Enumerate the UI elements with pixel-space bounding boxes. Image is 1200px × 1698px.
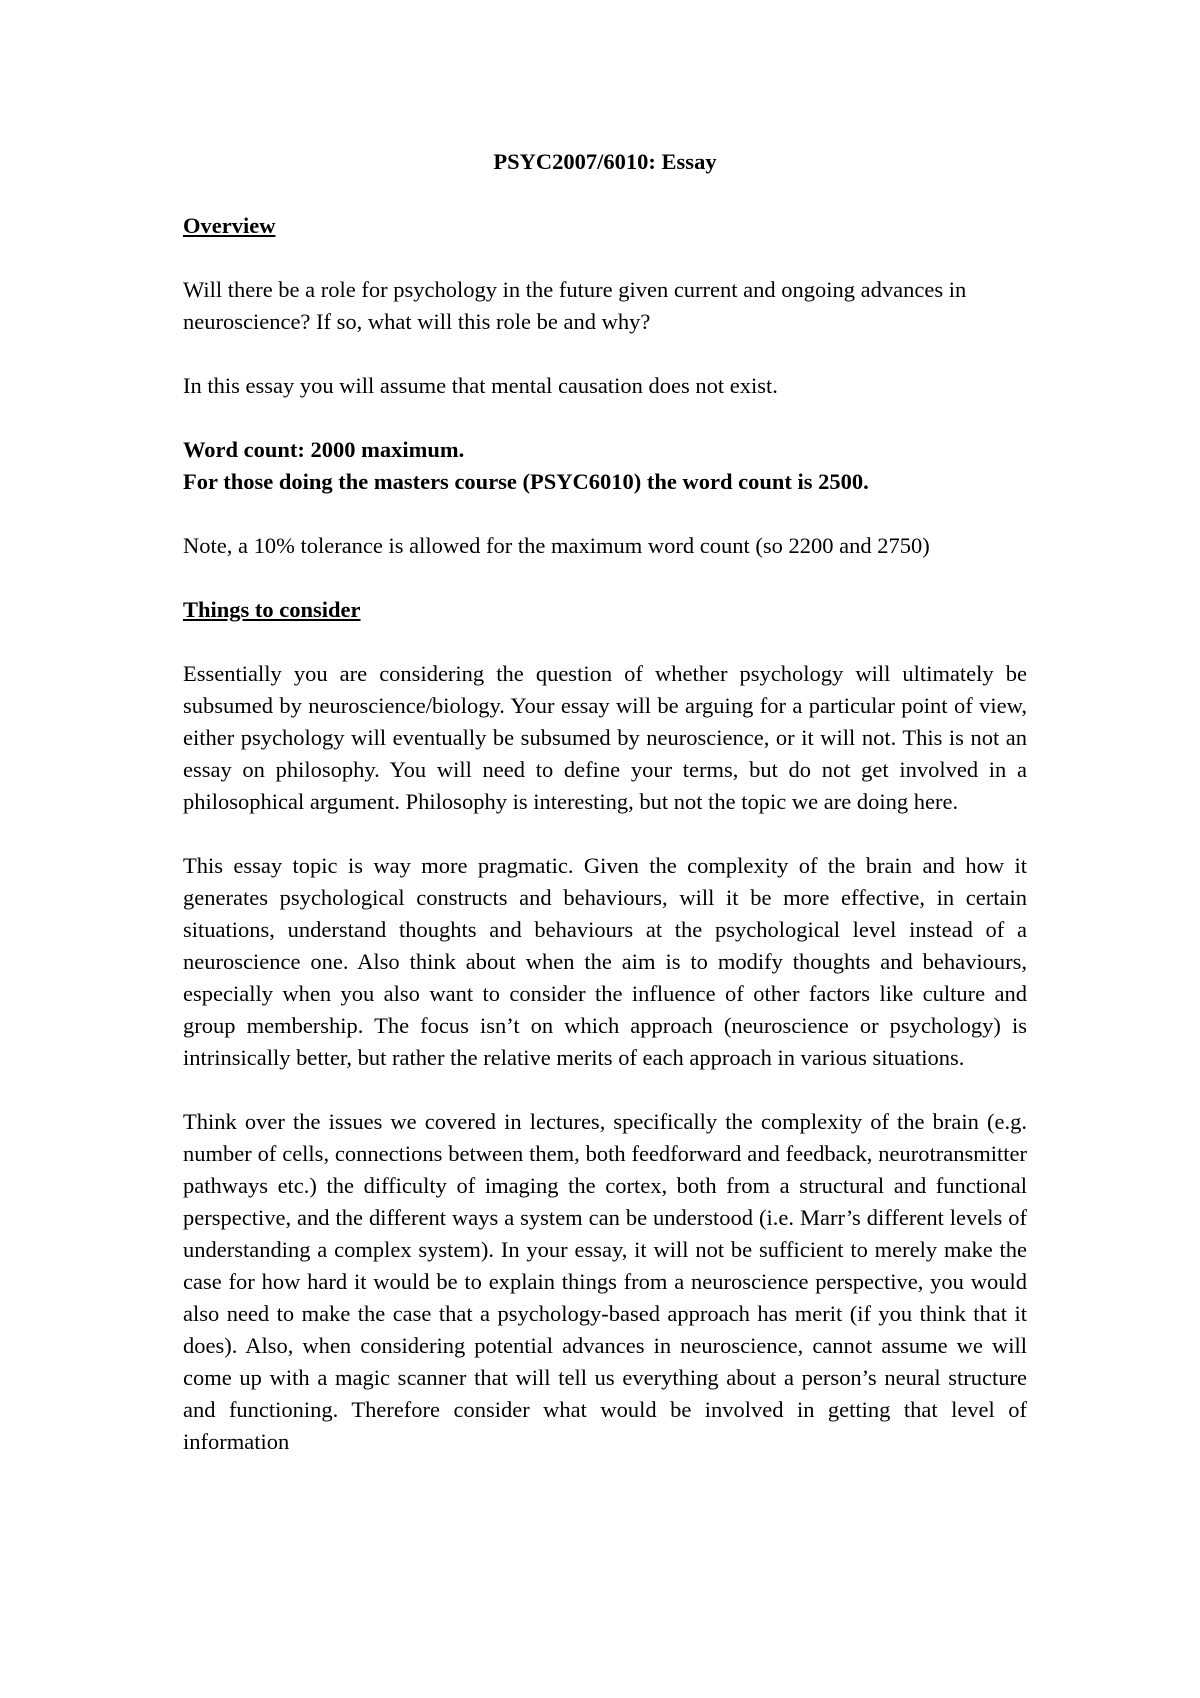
overview-question: Will there be a role for psychology in the future given current and ongoing advances in neuroscience? If so, what will this role be and why? <box>183 277 967 334</box>
consider-heading: Things to consider <box>183 597 361 622</box>
overview-heading: Overview <box>183 213 276 238</box>
spacer <box>183 402 1027 434</box>
paragraph-2: This essay topic is way more pragmatic. Given the complexity of the brain and how it generates psychological constructs and behaviours, will it be more effective, in certain situations, understand thoughts and behaviours at the psychological level instead of a neuroscience one. Also think about when the aim is to modify thoughts and behaviours, especially when you also want to consider the influence of other factors like culture and group membership. The focus isn’t on which approach (neuroscience or psychology) is intrinsically better, but rather the relative merits of each approach in various situations. <box>183 853 1027 1070</box>
document-title: PSYC2007/6010: Essay <box>493 149 717 174</box>
spacer <box>183 242 1027 274</box>
spacer <box>183 178 1027 210</box>
assumption-text: In this essay you will assume that mental causation does not exist. <box>183 373 778 398</box>
spacer <box>183 626 1027 658</box>
spacer <box>183 498 1027 530</box>
document-body <box>183 146 1027 1458</box>
spacer <box>183 818 1027 850</box>
tolerance-note: Note, a 10% tolerance is allowed for the maximum word count (so 2200 and 2750) <box>183 533 930 558</box>
spacer <box>183 562 1027 594</box>
masters-word-count-text: For those doing the masters course (PSYC6010) the word count is 2500. <box>183 469 869 494</box>
paragraph-1: Essentially you are considering the question of whether psychology will ultimately be subsumed by neuroscience/biology. Your essay will be arguing for a particular point of view, either psychology will eventually be subsumed by neuroscience, or it will not. This is not an essay on philosophy. You will need to define your terms, but do not get involved in a philosophical argument. Philosophy is interesting, but not the topic we are doing here. <box>183 661 1027 814</box>
spacer <box>183 1074 1027 1106</box>
word-count-text: Word count: 2000 maximum. <box>183 437 465 462</box>
paragraph-3: Think over the issues we covered in lectures, specifically the complexity of the brain (e.g. number of cells, connections between them, both feedforward and feedback, neurotransmitter pathways etc.) the difficulty of imaging the cortex, both from a structural and functional perspective, and the different ways a system can be understood (i.e. Marr’s different levels of understanding a complex system). In your essay, it will not be sufficient to merely make the case for how hard it would be to explain things from a neuroscience perspective, you would also need to make the case that a psychology-based approach has merit (if you think that it does). Also, when considering potential advances in neuroscience, cannot assume we will come up with a magic scanner that will tell us everything about a person’s neural structure and functioning. Therefore consider what would be involved in getting that level of information <box>183 1109 1027 1454</box>
spacer <box>183 338 1027 370</box>
